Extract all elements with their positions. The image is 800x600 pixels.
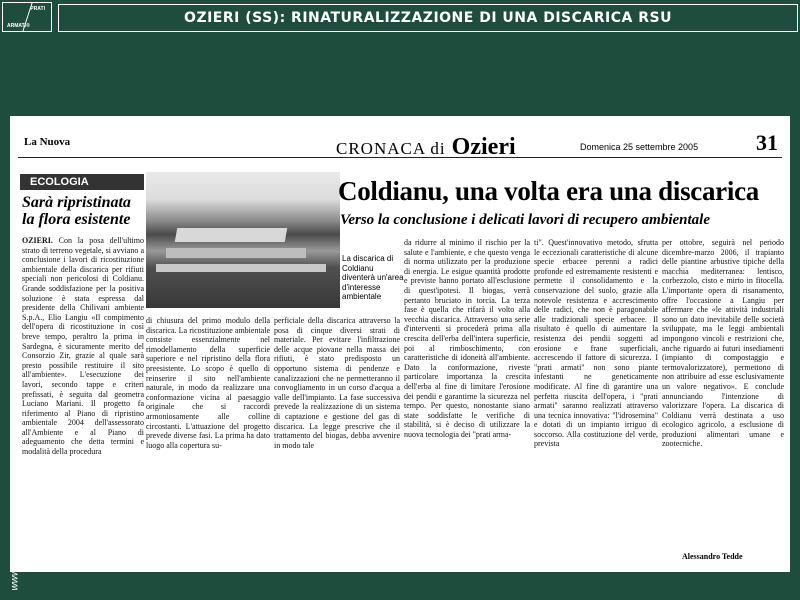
column-1-text: Con la posa dell'ultimo strato di terreno vegetale, si avviano a conclusione i lavori di ricostituzione ambientale della discarica per rifiuti speciali non pericolosi di Coldianu. Grande soddisfazione per la positiva soluzione è stata espressa dal presidente della Chilivani ambiente S.p.A., Elio Langiu «Il compimento dell'opera di ricostituzione in così breve tempo, peraltro la prima in Sardegna, è sicuramente merito del Consorzio Zir, grazie al quale sarà presto possibile restituire il sito all'ambiente». L'esecuzione dei lavori, secondo tappe e criteri prefissati, è seguita dal geometra Luciano Mariani. Il progetto fa riferimento al Piano di ripristino ambientale 2004 dell'assessorato all'Ambiente e al Piano di adeguamento che detta termini e modalità della procedura [22,236,144,457]
article-column-2: di chiusura del primo modulo della discarica. La ricostituzione ambientale consiste essenzialmente nel rimodellamento della superficie superiore e nel ripristino della flora preesistente. Lo scopo è quello di reinserire il sito nell'ambiente naturale, in modo da realizzare una conformazione vicina al paesaggio originale che si raccordi armoniosamente alle colline circostanti. L'attuazione del progetto prevede diverse fasi. La prima ha dato luogo alla copertura su- [146,316,270,450]
page-number: 31 [756,130,778,155]
issue-date: Domenica 25 settembre 2005 [580,142,699,152]
article-column-4: da ridurre al minimo il rischio per la salute e l'ambiente, e che questo venga di norma utilizzato per la produzione di energia. Le esigue quantità prodotte e previste hanno portato all'esclusione di quest'ipotesi. Il biogas, verrà pertanto bruciato in torcia. La terza fase è quella che rifarà il volto alla vecchia discarica. Attraverso una serie d'interventi si procederà prima alla crescita dell'erba dell'intera superficie, poi al rimboschimento, con caratteristiche di idoneità all'ambiente. Dato la conformazione, riveste particolare importanza la crescita dell'erba al fine di limitare l'erosione dei pendii e garantirne la sicurezza nel tempo. Per questo, nonostante siano state soddisfatte le verifiche di stabilità, si è deciso di utilizzare la nuova tecnologia dei "prati arma- [404,238,530,439]
slide-title-bar [58,4,798,32]
photo-caption: La discarica di Coldianu diventerà un'area d'interesse ambientale [342,254,404,302]
photo-terrace [175,228,287,242]
sidebar-headline: Sarà ripristinata la flora esistente [22,194,131,228]
prati-armati-logo [2,2,52,32]
section-header [336,134,516,161]
newspaper-masthead [18,128,782,158]
article-column-5: ti". Quest'innovativo metodo, sfrutta le eccezionali caratteristiche di alcune specie erbacee perenni a radici profonde ed estremamente resistenti e permette il consolidamento e la conservazione del suolo, grazie alla notevole resistenza e accrescimento delle radici, che non è paragonabile alle tradizionali specie erbacee. Il risultato è quello di aumentare la resistenza dei pendii soggetti ad erosione e frane superficiali, accrescendo il fattore di sicurezza. I "prati armati" non sono piante infestanti ne geneticamente modificate. Al fine di garantire una perfetta riuscita dell'opera, i "prati armati" saranno realizzati attraverso una tecnica innovativa: "l'idrosemina" e dotati di un impianto irriguo di soccorso. Alla costituzione del verde, prevista [534,238,658,449]
article-column-6: per ottobre, seguirà nel periodo dicembre-marzo 2006, il trapianto delle piantine arbustive tipiche della macchia mediterranea: lentisco, corbezzolo, cisto e mirto in fitocella. L'importante opera di risanamento, offre l'occasione a Langiu per affermare che «le attività industriali sono un dato inevitabile delle società sviluppate, ma le leggi ambientali impongono vincoli e restrizioni che, anche riguardo ai futuri insediamenti (impianto di compostaggio e termovalorizzatore), permettono di non attribuire ad esse esclusivamente un valore negativo». E conclude annunciando l'intenzione di valorizzare l'opera. La discarica di Coldianu verrà destinata a uso ecologico agricolo, a esclusione di produzioni alimentari umane e zootecniche. [662,238,784,449]
logo-line-prati: PRATI [30,6,45,12]
article-column-1 [22,236,144,566]
section-prefix: CRONACA di [336,139,446,158]
slide-title: OZIERI (SS): RINATURALIZZAZIONE DI UNA DISCARICA RSU [184,10,672,26]
dateline: OZIERI. [22,236,53,245]
photo-terrace [156,264,326,272]
photo-terrace [166,248,306,258]
newspaper-name: La Nuova [24,136,71,148]
landfill-photo [146,172,340,308]
newspaper-clipping [10,116,790,572]
section-city: Ozieri [451,134,516,160]
category-label: ECOLOGIA [20,174,144,190]
article-column-3: perficiale della discarica attraverso la posa di cinque diversi strati di materiale. Per evitare l'infiltrazione delle acque piovane nella massa dei rifiuti, è stato predisposto un opportuno sistema di pendenze e canalizzazioni che ne permetteranno il convogliamento in un corso d'acqua a valle dell'impianto. La fase successiva prevede la realizzazione di un sistema di captazione e gestione del gas di discarica. La legge prescrive che il trattamento del biogas, debba avvenire in modo tale [274,316,400,450]
article-subheadline: Verso la conclusione i delicati lavori di recupero ambientale [340,212,710,228]
article-author: Alessandro Tedde [682,552,743,561]
article-headline: Coldianu, una volta era una discarica [338,176,759,206]
logo-line-armati: ARMATI® [7,23,30,29]
